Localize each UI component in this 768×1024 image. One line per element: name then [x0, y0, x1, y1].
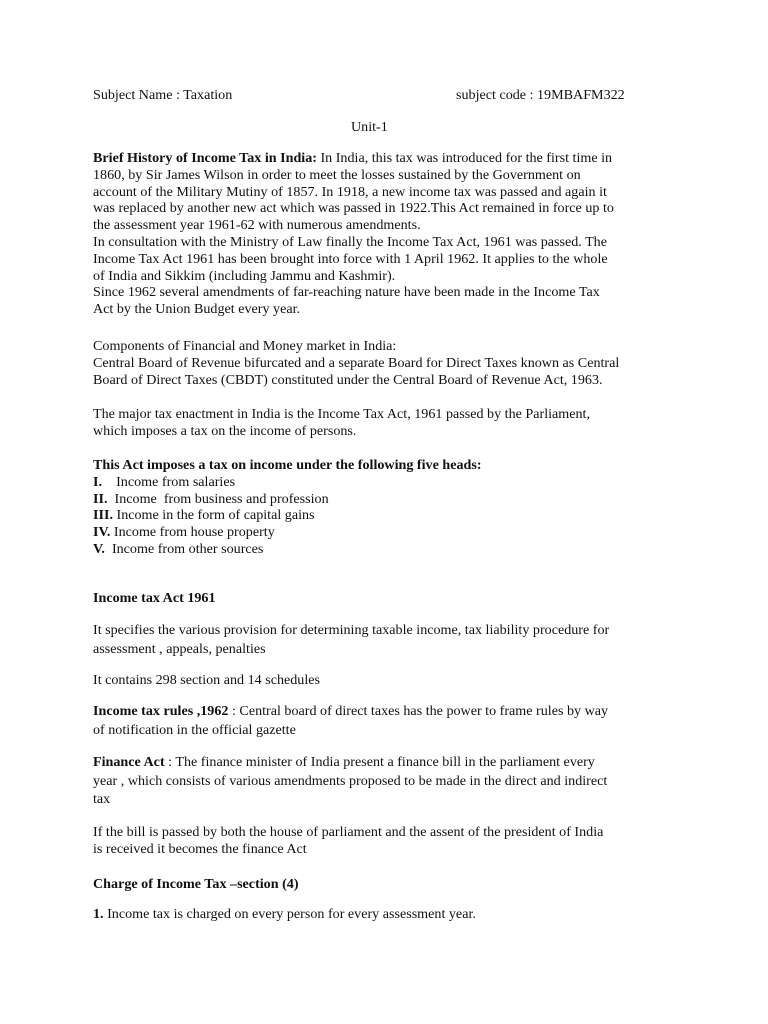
- enactment-line: which imposes a tax on the income of persons.: [93, 422, 357, 439]
- major-enactment-paragraph: [93, 406, 683, 440]
- components-paragraph: [93, 338, 683, 388]
- finance-act-heading: Finance Act: [93, 754, 165, 770]
- charge-item-number: 1.: [93, 906, 104, 922]
- components-line: Components of Financial and Money market in India:: [93, 338, 397, 354]
- list-item: [93, 491, 683, 508]
- finance-line: : The finance minister of India present a finance bill in the parliament every: [164, 754, 595, 770]
- history-line: of India and Sikkim (including Jammu and Kashmir).: [93, 267, 396, 284]
- unit-title: Unit-1: [351, 119, 388, 135]
- enactment-line: The major tax enactment in India is the Income Tax Act, 1961 passed by the Parliament,: [93, 406, 590, 422]
- list-item-text: Income from other sources: [104, 540, 264, 557]
- history-line: account of the Military Mutiny of 1857. In 1918, a new income tax was passed and again it: [93, 183, 607, 200]
- specifies-line: assessment , appeals, penalties: [93, 640, 266, 657]
- list-item: [93, 474, 683, 491]
- history-line: Income Tax Act 1961 has been brought into force with 1 April 1962. It applies to the whole: [93, 250, 608, 267]
- history-line: the assessment year 1961-62 with numerous amendments.: [93, 217, 421, 234]
- act-1961-specifies: [93, 621, 678, 658]
- history-line: 1860, by Sir James Wilson in order to meet the losses sustained by the Government on: [93, 166, 581, 183]
- history-heading: Brief History of Income Tax in India:: [93, 150, 317, 166]
- history-line: In India, this tax was introduced for the first time in: [316, 150, 613, 166]
- bill-passed-paragraph: [93, 824, 683, 858]
- charge-item-text: Income tax is charged on every person for every assessment year.: [103, 906, 476, 922]
- rules-line: of notification in the official gazette: [93, 721, 296, 738]
- list-item-text: Income from salaries: [102, 473, 236, 490]
- specifies-line: It specifies the various provision for determining taxable income, tax liability procedure for: [93, 622, 610, 638]
- finance-line: tax: [93, 791, 111, 808]
- document-header: [93, 87, 683, 105]
- act-1961-heading: Income tax Act 1961: [93, 590, 216, 606]
- finance-act-paragraph: [93, 753, 678, 809]
- rules-line: : Central board of direct taxes has the power to frame rules by way: [228, 703, 609, 719]
- five-heads-section: [93, 457, 683, 558]
- five-heads-heading: This Act imposes a tax on income under the following five heads:: [93, 457, 482, 473]
- list-item-number: V.: [93, 540, 105, 557]
- bill-line: is received it becomes the finance Act: [93, 840, 307, 857]
- list-item: [93, 524, 683, 541]
- charge-item: [93, 906, 476, 923]
- history-line: Since 1962 several amendments of far-reaching nature have been made in the Income Tax: [93, 284, 600, 301]
- charge-heading: Charge of Income Tax –section (4): [93, 876, 299, 892]
- list-item-text: Income from business and profession: [107, 490, 329, 507]
- list-item-number: I.: [93, 473, 103, 490]
- list-item-number: IV.: [93, 524, 111, 541]
- rules-1962-heading: Income tax rules ,1962: [93, 703, 229, 719]
- finance-line: year , which consists of various amendments proposed to be made in the direct and indirect: [93, 772, 608, 789]
- history-line: Act by the Union Budget every year.: [93, 301, 301, 318]
- rules-1962-paragraph: [93, 702, 678, 739]
- list-item-number: III.: [93, 507, 113, 524]
- list-item-text: Income in the form of capital gains: [112, 507, 315, 524]
- history-paragraph: [93, 150, 683, 318]
- bill-line: If the bill is passed by both the house of parliament and the assent of the president of India: [93, 824, 604, 840]
- components-line: Central Board of Revenue bifurcated and a separate Board for Direct Taxes known as Central: [93, 354, 620, 371]
- list-item: [93, 541, 683, 558]
- components-line: Board of Direct Taxes (CBDT) constituted under the Central Board of Revenue Act, 1963.: [93, 371, 603, 388]
- history-line: In consultation with the Ministry of Law finally the Income Tax Act, 1961 was passed. The: [93, 233, 607, 250]
- history-line: was replaced by another new act which was passed in 1922.This Act remained in force up to: [93, 200, 614, 217]
- subject-name: Subject Name : Taxation: [93, 87, 233, 103]
- subject-code: subject code : 19MBAFM322: [456, 87, 625, 103]
- list-item: [93, 507, 683, 524]
- list-item-text: Income from house property: [110, 524, 275, 541]
- act-1961-contains: It contains 298 section and 14 schedules: [93, 672, 321, 688]
- list-item-number: II.: [93, 490, 108, 507]
